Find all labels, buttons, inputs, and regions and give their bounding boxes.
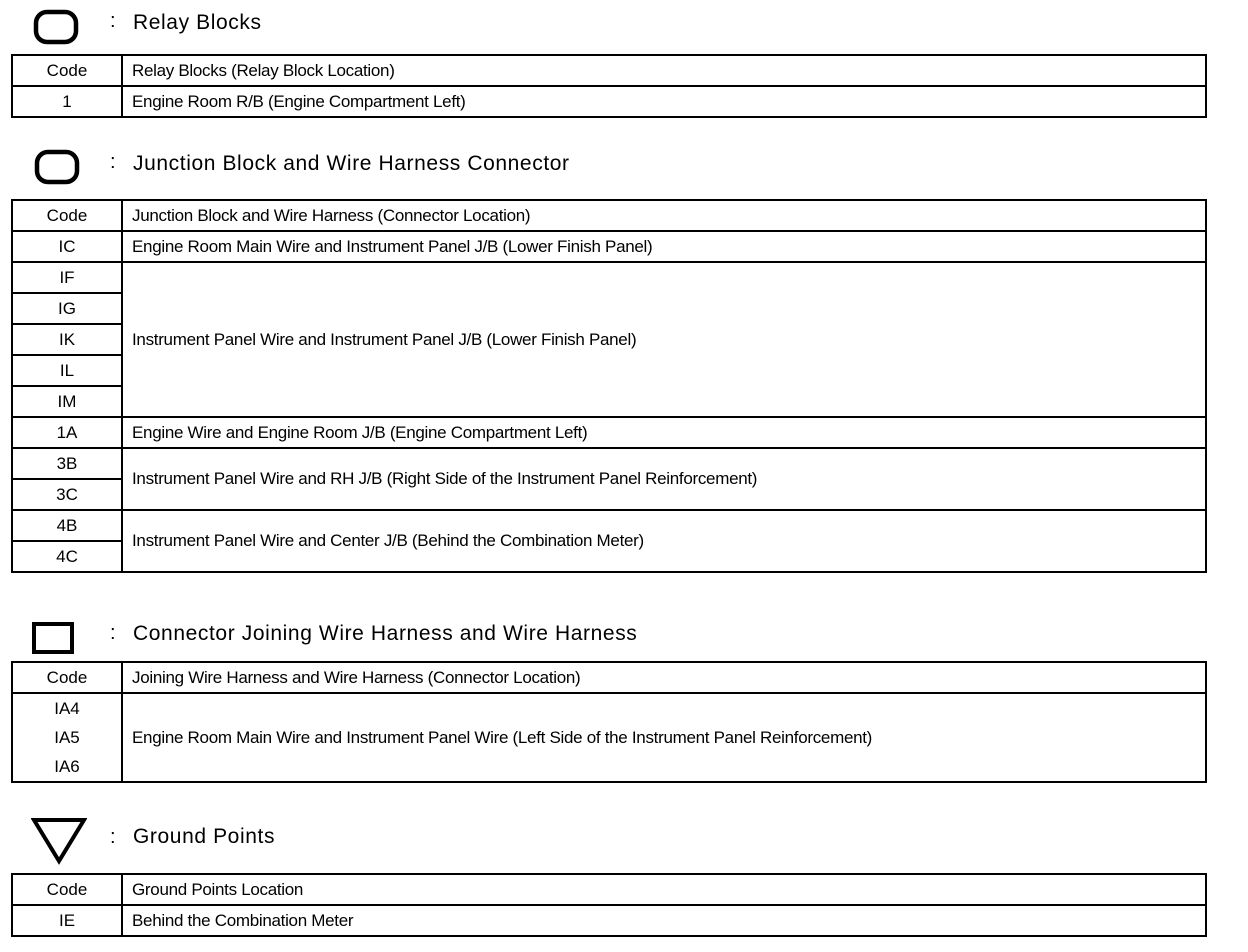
ground-point-symbol-icon <box>31 816 87 866</box>
location-cell: Instrument Panel Wire and Center J/B (Behind the Combination Meter) <box>122 510 1206 572</box>
code-cell: IE <box>12 905 122 936</box>
code-header: Code <box>12 200 122 231</box>
location-cell: Instrument Panel Wire and Instrument Panel J/B (Lower Finish Panel) <box>122 262 1206 417</box>
code-cell: IM <box>12 386 122 417</box>
table-header-row <box>12 874 1206 905</box>
junction-block-colon: : <box>110 151 116 173</box>
ground-points-table <box>11 873 1207 937</box>
table-row <box>12 510 1206 541</box>
code-cell: IL <box>12 355 122 386</box>
location-cell: Engine Room Main Wire and Instrument Panel Wire (Left Side of the Instrument Panel Reinforcement) <box>122 693 1206 782</box>
code-cell: 1 <box>12 86 122 117</box>
table-header-row <box>12 200 1206 231</box>
code-cell: IC <box>12 231 122 262</box>
connector-title: Connector Joining Wire Harness and Wire Harness <box>133 622 638 645</box>
location-cell: Engine Room Main Wire and Instrument Panel J/B (Lower Finish Panel) <box>122 231 1206 262</box>
code-cell: 1A <box>12 417 122 448</box>
code-cell: IG <box>12 293 122 324</box>
location-cell: Instrument Panel Wire and RH J/B (Right Side of the Instrument Panel Reinforcement) <box>122 448 1206 510</box>
relay-block-symbol-icon <box>33 9 79 45</box>
code-cell: IA5 <box>12 723 122 752</box>
code-cell: 3B <box>12 448 122 479</box>
code-cell: 3C <box>12 479 122 510</box>
location-cell: Behind the Combination Meter <box>122 905 1206 936</box>
code-header: Code <box>12 662 122 693</box>
junction-block-table <box>11 199 1207 573</box>
location-cell: Engine Room R/B (Engine Compartment Left) <box>122 86 1206 117</box>
location-cell: Engine Wire and Engine Room J/B (Engine Compartment Left) <box>122 417 1206 448</box>
table-header-row <box>12 662 1206 693</box>
table-row <box>12 693 1206 723</box>
junction-block-symbol-icon <box>34 149 80 185</box>
connector-table <box>11 661 1207 783</box>
code-cell: IK <box>12 324 122 355</box>
table-row <box>12 448 1206 479</box>
table-row <box>12 231 1206 262</box>
code-cell: IA4 <box>12 693 122 723</box>
location-header: Joining Wire Harness and Wire Harness (Connector Location) <box>122 662 1206 693</box>
code-cell: 4B <box>12 510 122 541</box>
table-row <box>12 262 1206 293</box>
code-header: Code <box>12 55 122 86</box>
location-header: Junction Block and Wire Harness (Connector Location) <box>122 200 1206 231</box>
junction-block-title: Junction Block and Wire Harness Connector <box>133 152 570 175</box>
table-row <box>12 417 1206 448</box>
relay-blocks-table <box>11 54 1207 118</box>
connector-symbol-icon <box>30 620 76 656</box>
code-cell: IA6 <box>12 752 122 782</box>
table-row <box>12 86 1206 117</box>
connector-colon: : <box>110 622 116 644</box>
table-header-row <box>12 55 1206 86</box>
ground-points-colon: : <box>110 826 116 848</box>
code-cell: 4C <box>12 541 122 572</box>
relay-blocks-colon: : <box>110 10 116 32</box>
table-row <box>12 905 1206 936</box>
location-header: Relay Blocks (Relay Block Location) <box>122 55 1206 86</box>
ground-points-title: Ground Points <box>133 825 276 848</box>
code-cell: IF <box>12 262 122 293</box>
location-header: Ground Points Location <box>122 874 1206 905</box>
code-header: Code <box>12 874 122 905</box>
relay-blocks-title: Relay Blocks <box>133 11 262 34</box>
